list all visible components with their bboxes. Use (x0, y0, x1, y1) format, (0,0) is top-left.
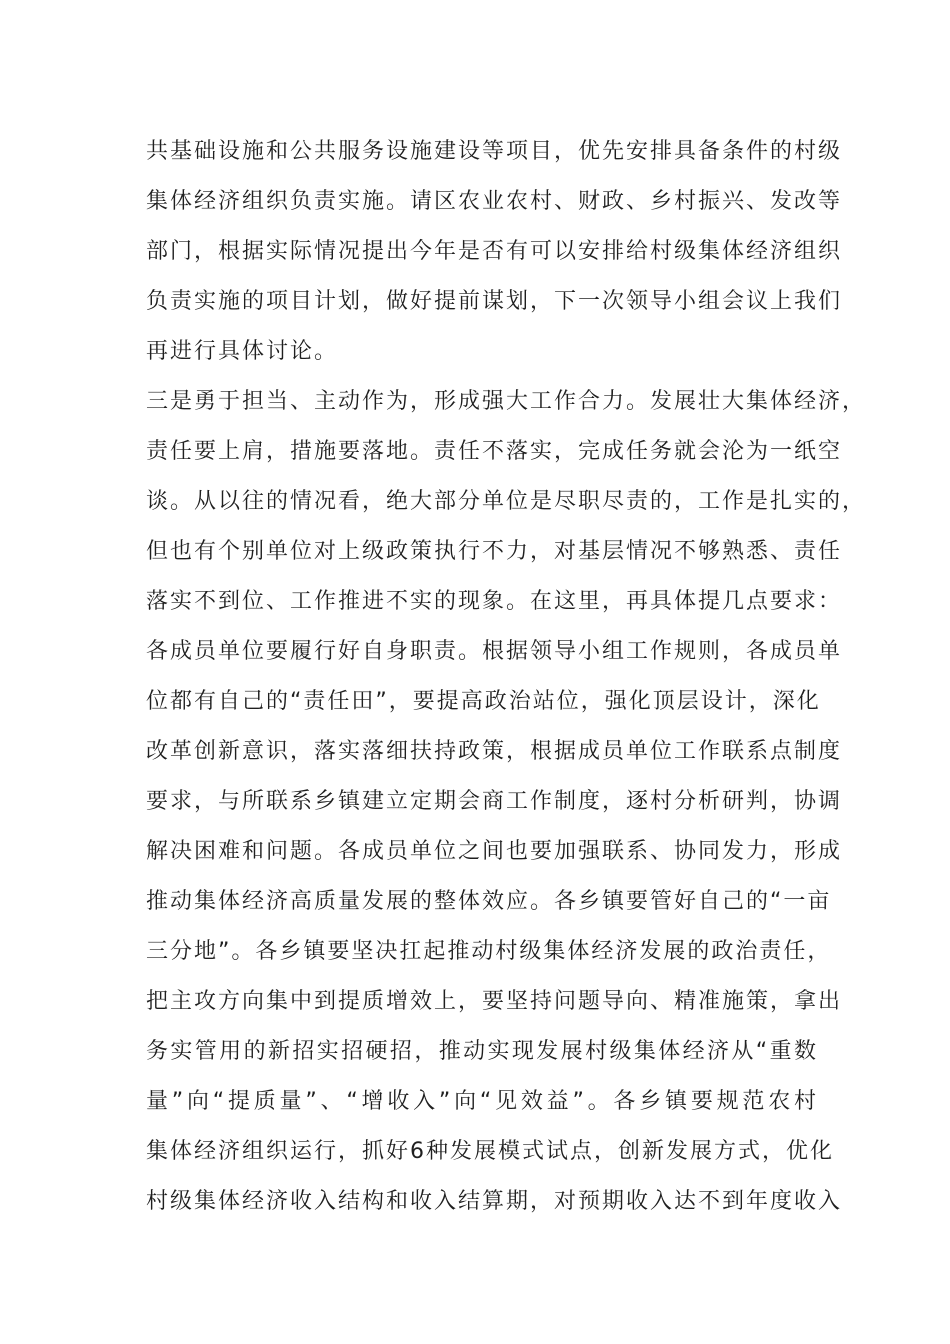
text-line: 要求，与所联系乡镇建立定期会商工作制度，逐村分析研判，协调 (146, 789, 843, 814)
text-line: 共基础设施和公共服务设施建设等项目，优先安排具备条件的村级 (146, 139, 843, 164)
text-line: 三分地”。各乡镇要坚决扛起推动村级集体经济发展的政治责任， (146, 939, 832, 964)
text-line: 责任要上肩，措施要落地。责任不落实，完成任务就会沦为一纸空 (146, 439, 843, 464)
text-line: 务实管用的新招实招硬招，推动实现发展村级集体经济从“重数 (146, 1039, 818, 1064)
text-line: 推动集体经济高质量发展的整体效应。各乡镇要管好自己的“一亩 (146, 889, 832, 914)
text-line: 落实不到位、工作推进不实的现象。在这里，再具体提几点要求： (146, 589, 843, 614)
text-line: 解决困难和问题。各成员单位之间也要加强联系、协同发力，形成 (146, 839, 843, 864)
text-line: 集体经济组织运行，抓好6种发展模式试点，创新发展方式，优化 (146, 1139, 834, 1164)
text-line: 谈。从以往的情况看，绝大部分单位是尽职尽责的，工作是扎实的， (146, 489, 867, 514)
text-line: 但也有个别单位对上级政策执行不力，对基层情况不够熟悉、责任 (146, 539, 843, 564)
text-line: 集体经济组织负责实施。请区农业农村、财政、乡村振兴、发改等 (146, 189, 843, 214)
text-line: 三是勇于担当、主动作为，形成强大工作合力。发展壮大集体经济， (146, 389, 867, 414)
text-line: 各成员单位要履行好自身职责。根据领导小组工作规则，各成员单 (146, 639, 843, 664)
text-line: 改革创新意识，落实落细扶持政策，根据成员单位工作联系点制度 (146, 739, 843, 764)
text-line: 把主攻方向集中到提质增效上，要坚持问题导向、精准施策，拿出 (146, 989, 843, 1014)
text-line: 村级集体经济收入结构和收入结算期，对预期收入达不到年度收入 (146, 1189, 843, 1214)
text-line: 量”向“提质量”、“增收入”向“见效益”。各乡镇要规范农村 (146, 1089, 818, 1114)
text-line: 再进行具体讨论。 (146, 339, 339, 364)
text-line: 部门，根据实际情况提出今年是否有可以安排给村级集体经济组织 (146, 239, 843, 264)
text-line: 位都有自己的“责任田”，要提高政治站位，强化顶层设计，深化 (146, 689, 821, 714)
text-line: 负责实施的项目计划，做好提前谋划，下一次领导小组会议上我们 (146, 289, 843, 314)
